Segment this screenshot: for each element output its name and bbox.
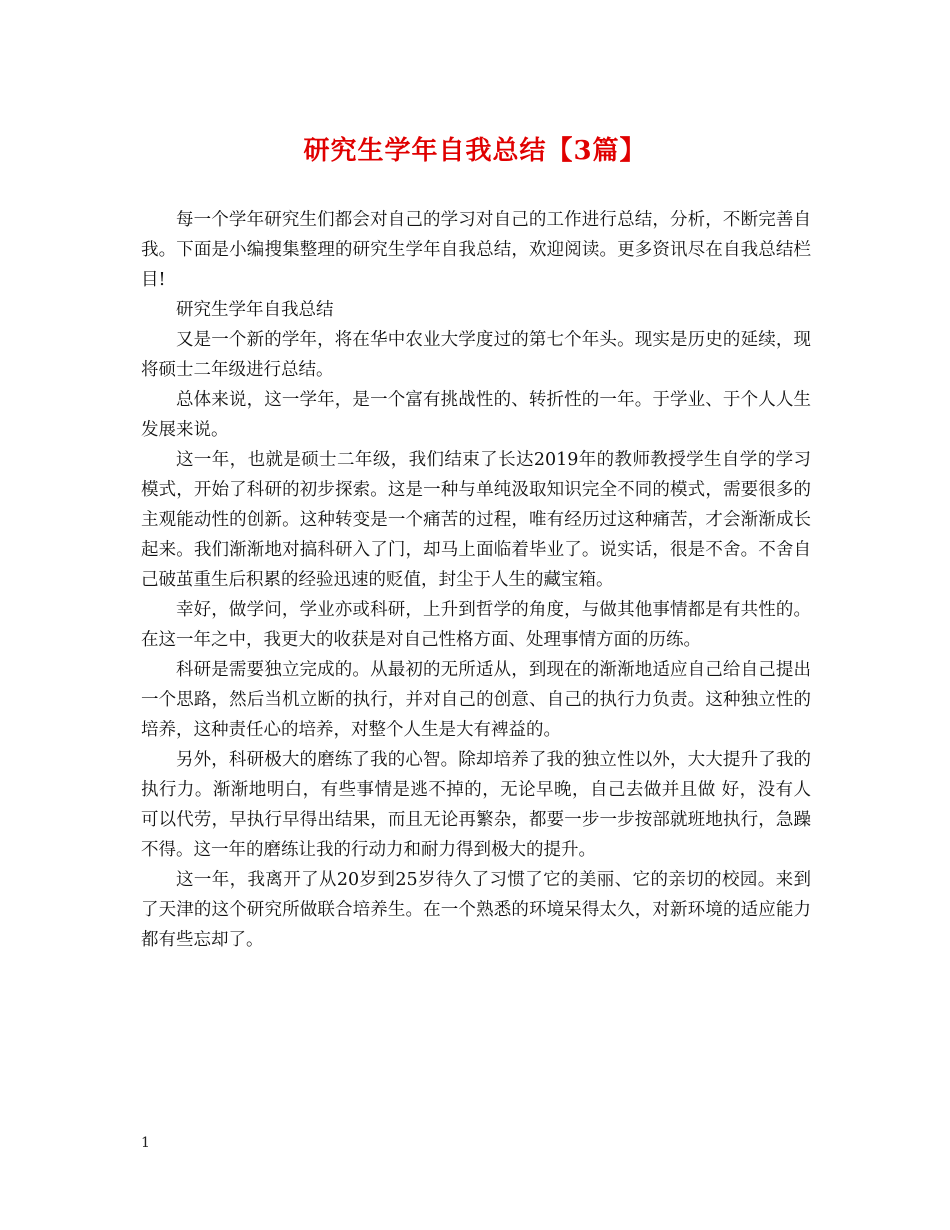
- paragraph: 又是一个新的学年，将在华中农业大学度过的第七个年头。现实是历史的延续，现将硕士二年级进行总结。: [141, 330, 811, 380]
- paragraph: 总体来说，这一学年，是一个富有挑战性的、转折性的一年。于学业、于个人人生发展来说。: [141, 390, 811, 440]
- paragraph: 这一年，我离开了从20岁到25岁待久了习惯了它的美丽、它的亲切的校园。来到了天津的这个研究所做联合培养生。在一个熟悉的环境呆得太久，对新环境的适应能力都有些忘却了。: [141, 870, 811, 950]
- document-body: [141, 205, 811, 955]
- paragraph: 科研是需要独立完成的。从最初的无所适从，到现在的渐渐地适应自己给自己提出一个思路，然后当机立断的执行，并对自己的创意、自己的执行力负责。这种独立性的培养，这种责任心的培养，对整个人生是大有裨益的。: [141, 660, 811, 740]
- paragraph: 这一年，也就是硕士二年级，我们结束了长达2019年的教师教授学生自学的学习模式，开始了科研的初步探索。这是一种与单纯汲取知识完全不同的模式，需要很多的主观能动性的创新。这种转变是一个痛苦的过程，唯有经历过这种痛苦，才会渐渐成长起来。我们渐渐地对搞科研入了门，却马上面临着毕业了。说实话，很是不舍。不舍自己破茧重生后积累的经验迅速的贬值，封尘于人生的藏宝箱。: [141, 450, 811, 590]
- paragraph-intro: 每一个学年研究生们都会对自己的学习对自己的工作进行总结，分析，不断完善自我。下面是小编搜集整理的研究生学年自我总结，欢迎阅读。更多资讯尽在自我总结栏目!: [141, 210, 811, 290]
- page-number: 1: [141, 1135, 150, 1151]
- paragraph-subheading: 研究生学年自我总结: [176, 300, 334, 320]
- paragraph: 另外，科研极大的磨练了我的心智。除却培养了我的独立性以外，大大提升了我的执行力。渐渐地明白，有些事情是逃不掉的，无论早晚，自己去做并且做 好，没有人可以代劳，早执行早得出结果，而且无论再繁杂，都要一步一步按部就班地执行，急躁不得。这一年的磨练让我的行动力和耐力得到极大的提升。: [141, 750, 811, 860]
- paragraph: 幸好，做学问，学业亦或科研，上升到哲学的角度，与做其他事情都是有共性的。在这一年之中，我更大的收获是对自己性格方面、处理事情方面的历练。: [141, 600, 811, 650]
- document-title: 研究生学年自我总结【3篇】: [303, 136, 647, 166]
